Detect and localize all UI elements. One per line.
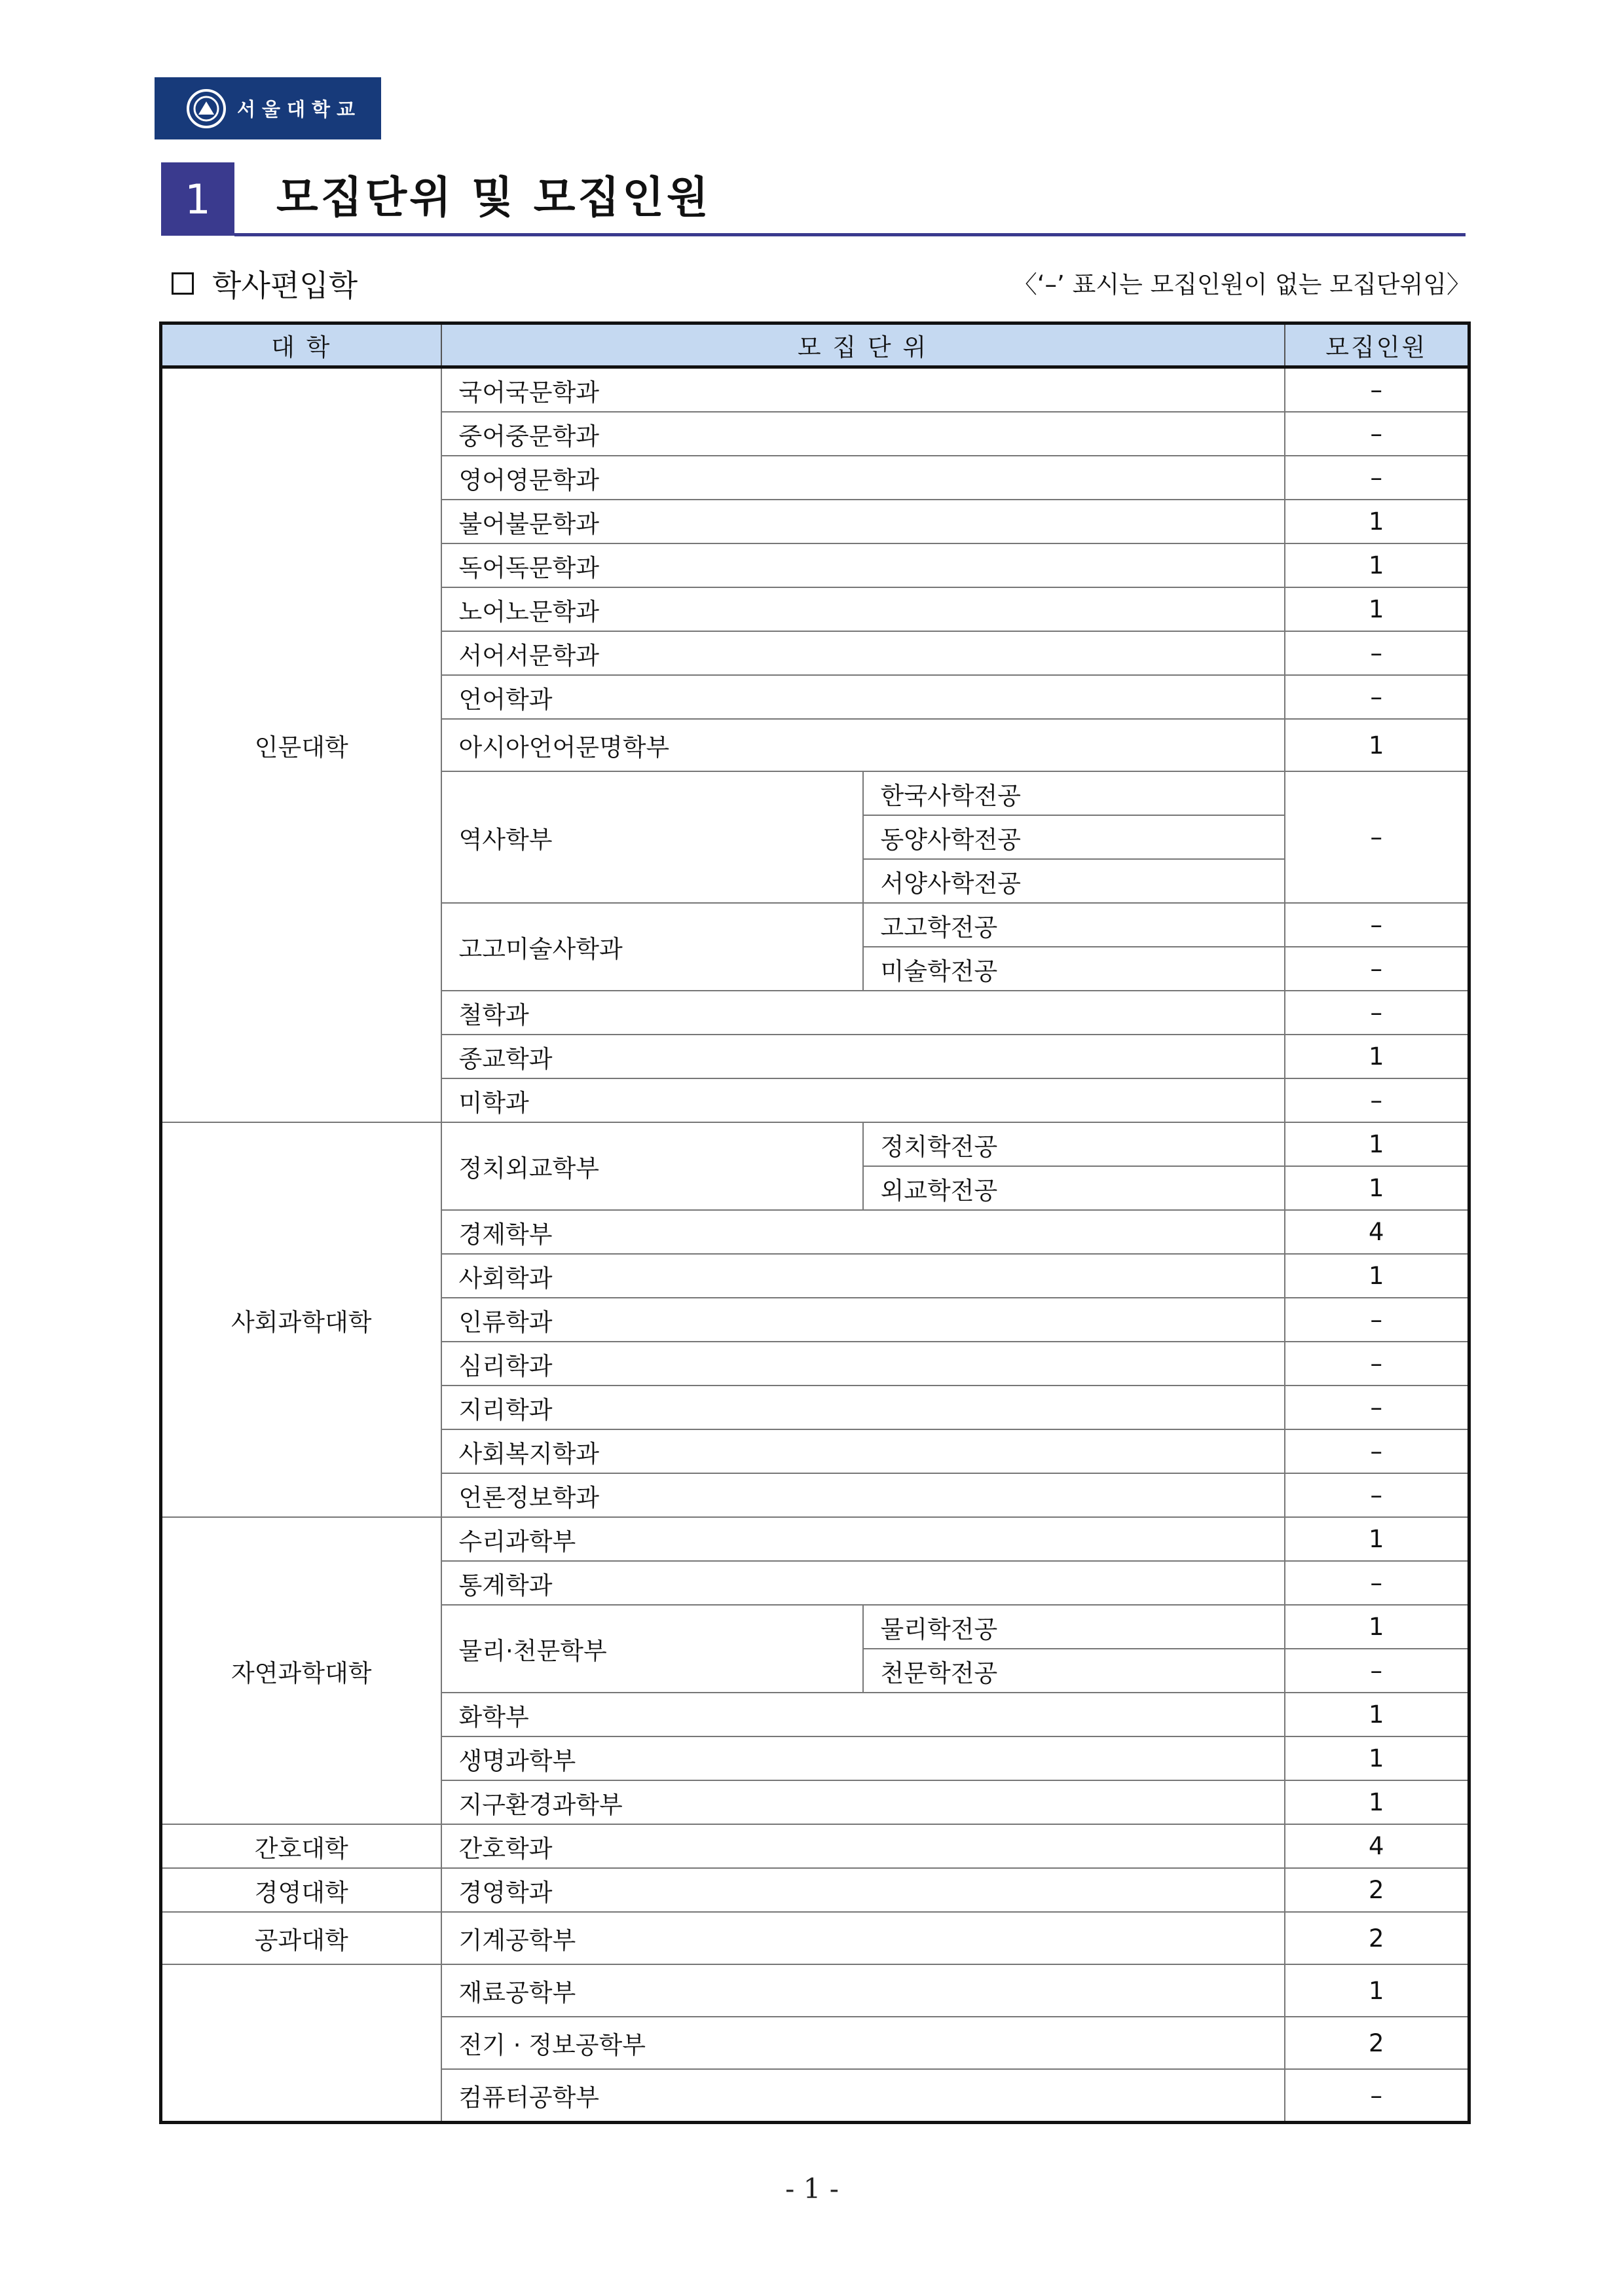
page-number: - 1 - (785, 2173, 839, 2205)
major-cell: 정치학전공 (863, 1122, 1285, 1166)
count-cell: 2 (1285, 1912, 1469, 1964)
unit-cell: 컴퓨터공학부 (441, 2069, 1285, 2123)
count-cell: – (1285, 1561, 1469, 1605)
count-cell: – (1285, 631, 1469, 675)
count-cell: – (1285, 2069, 1469, 2123)
count-cell: 1 (1285, 543, 1469, 587)
count-cell: – (1285, 1649, 1469, 1693)
count-cell: 1 (1285, 1693, 1469, 1736)
unit-cell: 물리·천문학부 (441, 1605, 863, 1693)
checkbox-icon (172, 272, 194, 295)
table-row (161, 367, 1469, 413)
table-header-row (161, 323, 1469, 367)
count-cell: 2 (1285, 1868, 1469, 1912)
count-cell: 1 (1285, 1605, 1469, 1649)
unit-cell: 사회학과 (441, 1254, 1285, 1298)
major-cell: 물리학전공 (863, 1605, 1285, 1649)
unit-cell: 철학과 (441, 991, 1285, 1035)
unit-cell: 생명과학부 (441, 1736, 1285, 1780)
count-cell: – (1285, 367, 1469, 413)
major-cell: 고고학전공 (863, 903, 1285, 947)
count-cell: 1 (1285, 1517, 1469, 1561)
count-cell: 1 (1285, 1736, 1469, 1780)
major-cell: 동양사학전공 (863, 815, 1285, 859)
unit-cell: 경영학과 (441, 1868, 1285, 1912)
count-cell: – (1285, 1429, 1469, 1473)
unit-cell: 경제학부 (441, 1210, 1285, 1254)
unit-cell: 언론정보학과 (441, 1473, 1285, 1517)
unit-cell: 미학과 (441, 1078, 1285, 1122)
section-title: 모집단위 및 모집인원 (276, 172, 711, 223)
unit-cell: 국어국문학과 (441, 367, 1285, 413)
count-cell: – (1285, 1473, 1469, 1517)
major-cell: 미술학전공 (863, 947, 1285, 991)
unit-cell: 정치외교학부 (441, 1122, 863, 1210)
subsection-heading (172, 262, 358, 305)
header-count: 모집인원 (1285, 323, 1469, 367)
university-emblem-icon (186, 88, 227, 129)
header-unit: 모 집 단 위 (441, 323, 1285, 367)
unit-cell: 언어학과 (441, 675, 1285, 719)
count-cell: 1 (1285, 1122, 1469, 1166)
unit-cell: 영어영문학과 (441, 456, 1285, 500)
section-heading (161, 162, 1466, 236)
table-row (161, 1868, 1469, 1912)
unit-cell: 서어서문학과 (441, 631, 1285, 675)
count-cell: – (1285, 947, 1469, 991)
unit-cell: 불어불문학과 (441, 500, 1285, 543)
unit-cell: 종교학과 (441, 1035, 1285, 1078)
count-cell: – (1285, 1342, 1469, 1386)
count-cell: – (1285, 771, 1469, 903)
section-underline (234, 233, 1466, 236)
table-row (161, 1912, 1469, 1964)
count-cell: – (1285, 412, 1469, 456)
count-cell: – (1285, 991, 1469, 1035)
header-college: 대 학 (161, 323, 441, 367)
unit-cell: 전기 · 정보공학부 (441, 2017, 1285, 2069)
table-row (161, 1517, 1469, 1561)
unit-cell: 기계공학부 (441, 1912, 1285, 1964)
count-cell: 1 (1285, 500, 1469, 543)
count-cell: 1 (1285, 1035, 1469, 1078)
subsection-title: 학사편입학 (212, 268, 358, 303)
major-cell: 외교학전공 (863, 1166, 1285, 1210)
count-cell: – (1285, 1078, 1469, 1122)
unit-cell: 재료공학부 (441, 1964, 1285, 2017)
table-row (161, 1122, 1469, 1166)
unit-cell: 사회복지학과 (441, 1429, 1285, 1473)
college-cell: 자연과학대학 (161, 1517, 441, 1824)
college-cell: 사회과학대학 (161, 1122, 441, 1517)
unit-cell: 간호학과 (441, 1824, 1285, 1868)
unit-cell: 중어중문학과 (441, 412, 1285, 456)
college-cell: 인문대학 (161, 367, 441, 1123)
count-cell: 2 (1285, 2017, 1469, 2069)
major-cell: 서양사학전공 (863, 859, 1285, 903)
unit-cell: 수리과학부 (441, 1517, 1285, 1561)
unit-cell: 인류학과 (441, 1298, 1285, 1342)
major-cell: 한국사학전공 (863, 771, 1285, 815)
unit-cell: 통계학과 (441, 1561, 1285, 1605)
unit-cell: 아시아언어문명학부 (441, 719, 1285, 771)
count-cell: – (1285, 1298, 1469, 1342)
table-row (161, 1824, 1469, 1868)
count-cell: 1 (1285, 1254, 1469, 1298)
section-number: 1 (161, 162, 234, 236)
recruitment-table (159, 321, 1471, 2124)
count-cell: 1 (1285, 719, 1469, 771)
count-cell: 1 (1285, 1780, 1469, 1824)
unit-cell: 독어독문학과 (441, 543, 1285, 587)
count-cell: 1 (1285, 1166, 1469, 1210)
unit-cell: 역사학부 (441, 771, 863, 903)
count-cell: – (1285, 1386, 1469, 1429)
college-cell-empty (161, 1964, 441, 2123)
unit-cell: 심리학과 (441, 1342, 1285, 1386)
unit-cell: 노어노문학과 (441, 587, 1285, 631)
unit-cell: 지리학과 (441, 1386, 1285, 1429)
count-cell: – (1285, 675, 1469, 719)
unit-cell: 고고미술사학과 (441, 903, 863, 991)
logo-text: 서울대학교 (237, 98, 362, 120)
college-cell: 공과대학 (161, 1912, 441, 1964)
college-cell: 경영대학 (161, 1868, 441, 1912)
unit-cell: 지구환경과학부 (441, 1780, 1285, 1824)
count-cell: 1 (1285, 1964, 1469, 2017)
unit-cell: 화학부 (441, 1693, 1285, 1736)
count-cell: 4 (1285, 1210, 1469, 1254)
count-cell: – (1285, 903, 1469, 947)
university-logo (155, 77, 381, 139)
table-row (161, 1964, 1469, 2017)
major-cell: 천문학전공 (863, 1649, 1285, 1693)
count-cell: 4 (1285, 1824, 1469, 1868)
legend-note: 〈‘–’ 표시는 모집인원이 없는 모집단위임〉 (1012, 270, 1471, 299)
count-cell: 1 (1285, 587, 1469, 631)
college-cell: 간호대학 (161, 1824, 441, 1868)
count-cell: – (1285, 456, 1469, 500)
